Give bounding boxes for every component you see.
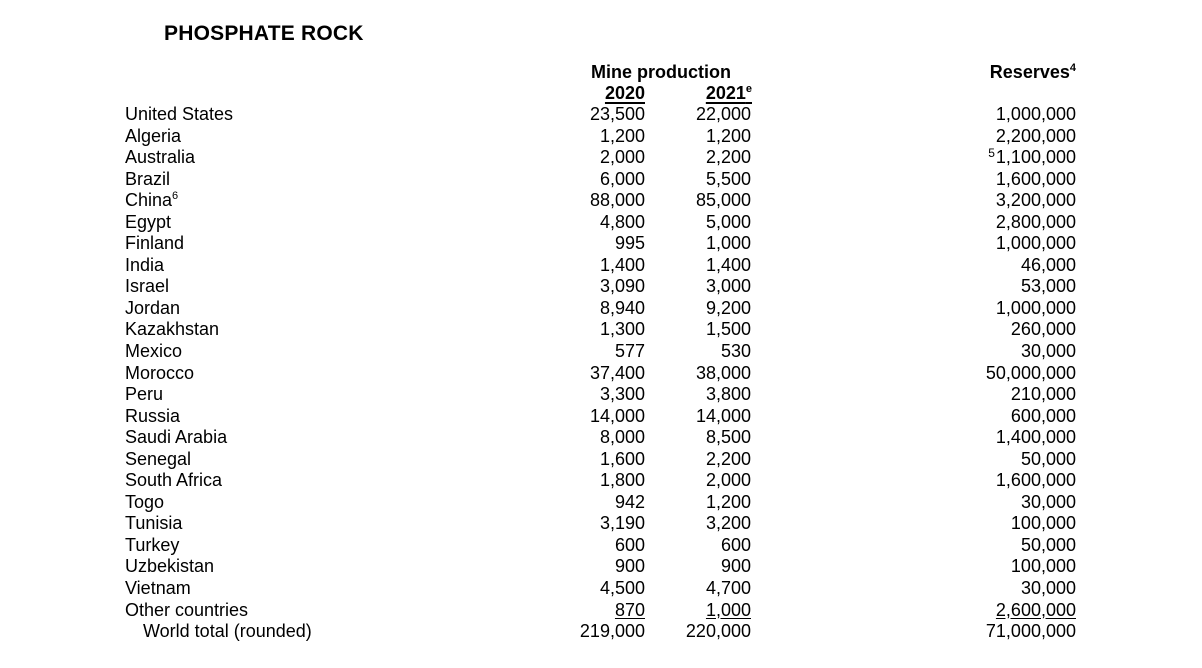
country-name-text: Algeria — [125, 125, 182, 146]
country-name — [125, 535, 179, 556]
production-2020: 8,940 — [599, 297, 645, 318]
country-name — [125, 600, 248, 621]
production-2021: 3,000 — [705, 276, 751, 297]
table-row-russia — [0, 406, 1202, 428]
reserves-value — [986, 363, 1076, 384]
column-header-2021 — [688, 83, 752, 104]
reserves-value — [1011, 556, 1076, 577]
production-2021: 14,000 — [695, 405, 751, 426]
reserves-value-text: 50,000 — [1020, 534, 1076, 555]
estimate-marker: e — [745, 83, 752, 95]
reserves-value-text: 1,000,000 — [995, 104, 1076, 124]
reserves-value — [996, 427, 1076, 448]
country-name — [125, 233, 184, 254]
reserves-value-text: 53,000 — [1020, 276, 1076, 297]
production-2020: 870 — [614, 599, 645, 620]
country-name-text: South Africa — [125, 470, 223, 491]
country-name-text: Uzbekistan — [125, 556, 215, 577]
total-label: World total (rounded) — [143, 621, 312, 642]
reserves-value — [996, 169, 1076, 190]
production-2020: 577 — [614, 341, 645, 362]
production-2021: 38,000 — [695, 362, 751, 383]
reserves-value — [1021, 341, 1076, 362]
table-row-south-africa — [0, 470, 1202, 492]
reserves-value — [1021, 492, 1076, 513]
table-row-saudi-arabia — [0, 427, 1202, 449]
country-name-text: Egypt — [125, 211, 172, 232]
country-name — [125, 406, 180, 427]
table-row-morocco — [0, 363, 1202, 385]
production-2021: 3,800 — [705, 384, 751, 405]
reserves-value — [996, 470, 1076, 491]
reserves-value — [996, 104, 1076, 125]
table-row-vietnam — [0, 578, 1202, 600]
reserves-footnote-marker: 4 — [1069, 62, 1076, 74]
production-2021: 1,000 — [705, 599, 751, 620]
reserves-value-text: 30,000 — [1020, 341, 1076, 362]
country-name — [125, 126, 181, 147]
production-2020: 942 — [614, 491, 645, 512]
country-name-text: Brazil — [125, 168, 171, 189]
country-name-text: Mexico — [125, 341, 183, 362]
production-2020: 3,090 — [599, 276, 645, 297]
reserves-value-text: 1,400,000 — [995, 427, 1076, 448]
country-name — [125, 449, 191, 470]
production-2020: 2,000 — [599, 147, 645, 168]
production-2020: 4,800 — [599, 211, 645, 232]
country-name-text: Finland — [125, 233, 185, 254]
production-2020: 88,000 — [589, 190, 645, 211]
country-name-text: Other countries — [125, 599, 249, 620]
reserves-value — [996, 126, 1076, 147]
production-2020: 37,400 — [589, 362, 645, 383]
reserves-value — [1011, 384, 1076, 405]
production-2020: 8,000 — [599, 427, 645, 448]
production-2021: 22,000 — [695, 104, 751, 124]
mine-production-header: Mine production — [591, 62, 731, 82]
production-2021: 85,000 — [695, 190, 751, 211]
table-row-senegal — [0, 449, 1202, 471]
table-row-jordan — [0, 298, 1202, 320]
table-row-egypt — [0, 212, 1202, 234]
country-name — [125, 492, 164, 513]
production-2021: 2,000 — [705, 470, 751, 491]
table-row-india — [0, 255, 1202, 277]
country-name — [125, 513, 182, 534]
reserves-value — [1011, 406, 1076, 427]
country-name-text: China — [125, 190, 173, 211]
production-2020: 3,190 — [599, 513, 645, 534]
reserves-value-text: 1,100,000 — [995, 147, 1076, 168]
country-name-text: India — [125, 254, 165, 275]
production-2021: 1,200 — [705, 491, 751, 512]
production-2021: 5,500 — [705, 168, 751, 189]
reserves-header — [990, 62, 1076, 83]
production-2020: 995 — [614, 233, 645, 254]
table-row-australia — [0, 147, 1202, 169]
reserves-value-text: 1,000,000 — [995, 297, 1076, 318]
country-name — [125, 341, 182, 362]
table-row-togo — [0, 492, 1202, 514]
reserves-value — [996, 600, 1076, 621]
reserves-value — [1021, 449, 1076, 470]
country-name-text: Vietnam — [125, 578, 191, 599]
production-2021: 530 — [720, 341, 751, 362]
table-row-mexico — [0, 341, 1202, 363]
country-name — [125, 384, 163, 405]
production-2020: 4,500 — [599, 578, 645, 599]
reserves-value-text: 600,000 — [1010, 405, 1076, 426]
reserves-header-label: Reserves — [989, 62, 1070, 82]
total-2021: 220,000 — [685, 621, 751, 642]
reserves-value — [996, 212, 1076, 233]
production-2021: 1,000 — [705, 233, 751, 254]
country-name — [125, 556, 214, 577]
table-row-algeria — [0, 126, 1202, 148]
country-name — [125, 147, 195, 168]
reserves-value-text: 30,000 — [1020, 491, 1076, 512]
table-row-israel — [0, 276, 1202, 298]
production-2021: 9,200 — [705, 297, 751, 318]
total-reserves: 71,000,000 — [985, 621, 1076, 642]
country-name — [125, 578, 191, 599]
production-2021: 1,400 — [705, 254, 751, 275]
country-name — [125, 319, 219, 340]
column-header-2020 — [590, 83, 645, 104]
table-row-finland — [0, 233, 1202, 255]
reserves-value-text: 100,000 — [1010, 556, 1076, 577]
country-name-text: Israel — [125, 276, 170, 297]
country-name — [125, 104, 233, 125]
country-name — [125, 363, 194, 384]
reserves-value-text: 30,000 — [1020, 578, 1076, 599]
production-2021: 1,200 — [705, 125, 751, 146]
production-2020: 1,300 — [599, 319, 645, 340]
reserves-value — [1011, 319, 1076, 340]
country-name-text: Russia — [125, 405, 181, 426]
table-row-china — [0, 190, 1202, 212]
country-name — [125, 169, 170, 190]
country-name-text: Australia — [125, 147, 196, 168]
total-2020: 219,000 — [579, 621, 645, 642]
production-2020: 6,000 — [599, 168, 645, 189]
reserves-value — [996, 233, 1076, 254]
production-2020: 3,300 — [599, 384, 645, 405]
year-2021-text: 2021 — [705, 83, 746, 103]
reserves-value — [1021, 255, 1076, 276]
country-name-text: Kazakhstan — [125, 319, 220, 340]
production-2020: 1,400 — [599, 254, 645, 275]
reserves-value-text: 260,000 — [1010, 319, 1076, 340]
country-name-text: United States — [125, 104, 234, 124]
country-footnote-marker: 6 — [172, 190, 179, 203]
table-row-uzbekistan — [0, 556, 1202, 578]
reserves-value — [996, 298, 1076, 319]
country-name — [125, 276, 169, 297]
table-row-brazil — [0, 169, 1202, 191]
production-table — [0, 104, 1202, 643]
production-2021: 4,700 — [705, 578, 751, 599]
reserves-value — [1021, 535, 1076, 556]
reserves-value-text: 2,800,000 — [995, 211, 1076, 232]
production-2021: 1,500 — [705, 319, 751, 340]
production-2020: 600 — [614, 534, 645, 555]
reserves-value-text: 2,600,000 — [995, 599, 1076, 620]
production-2020: 23,500 — [589, 104, 645, 124]
production-2020: 1,600 — [599, 448, 645, 469]
reserves-value — [1021, 578, 1076, 599]
table-row-peru — [0, 384, 1202, 406]
table-row-tunisia — [0, 513, 1202, 535]
country-name — [125, 255, 164, 276]
production-2020: 1,200 — [599, 125, 645, 146]
page-title: PHOSPHATE ROCK — [164, 22, 364, 45]
column-header-2020-label: 2020 — [604, 83, 645, 103]
country-name — [125, 212, 171, 233]
country-name-text: Tunisia — [125, 513, 183, 534]
reserves-value-text: 2,200,000 — [995, 125, 1076, 146]
reserves-value-text: 1,600,000 — [995, 168, 1076, 189]
table-row-other-countries — [0, 600, 1202, 622]
table-row-world-total — [0, 621, 1202, 643]
reserves-value — [996, 190, 1076, 211]
reserves-value-text: 50,000 — [1020, 448, 1076, 469]
country-name — [125, 298, 180, 319]
country-name-text: Jordan — [125, 297, 181, 318]
country-name — [125, 190, 178, 211]
country-name — [125, 427, 227, 448]
reserves-value-text: 50,000,000 — [985, 362, 1076, 383]
reserves-value — [1021, 276, 1076, 297]
production-2020: 14,000 — [589, 405, 645, 426]
production-2021: 8,500 — [705, 427, 751, 448]
reserves-footnote-marker: 5 — [988, 146, 995, 161]
country-name-text: Peru — [125, 384, 164, 405]
production-2021: 2,200 — [705, 448, 751, 469]
reserves-value — [988, 147, 1076, 168]
table-row-turkey — [0, 535, 1202, 557]
production-2021: 900 — [720, 556, 751, 577]
reserves-value-text: 3,200,000 — [995, 190, 1076, 211]
reserves-value-text: 210,000 — [1010, 384, 1076, 405]
reserves-value-text: 46,000 — [1020, 254, 1076, 275]
reserves-value — [1011, 513, 1076, 534]
production-2021: 600 — [720, 534, 751, 555]
country-name-text: Togo — [125, 491, 165, 512]
table-row-united-states — [0, 104, 1202, 126]
country-name-text: Morocco — [125, 362, 195, 383]
production-2021: 2,200 — [705, 147, 751, 168]
country-name — [125, 470, 222, 491]
production-2021: 3,200 — [705, 513, 751, 534]
reserves-value-text: 100,000 — [1010, 513, 1076, 534]
country-name-text: Saudi Arabia — [125, 427, 228, 448]
reserves-value-text: 1,000,000 — [995, 233, 1076, 254]
production-2020: 900 — [614, 556, 645, 577]
production-2020: 1,800 — [599, 470, 645, 491]
column-header-2021-label — [706, 83, 752, 103]
production-2021: 5,000 — [705, 211, 751, 232]
country-name-text: Senegal — [125, 448, 192, 469]
table-row-kazakhstan — [0, 319, 1202, 341]
country-name-text: Turkey — [125, 534, 180, 555]
reserves-value-text: 1,600,000 — [995, 470, 1076, 491]
